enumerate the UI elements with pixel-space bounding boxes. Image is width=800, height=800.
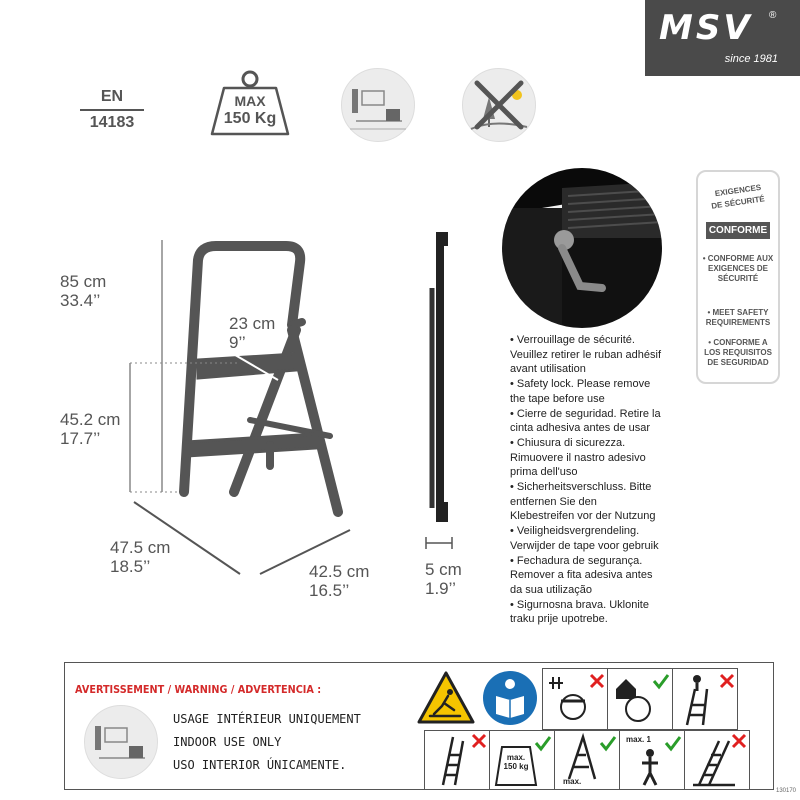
safety-lock-line: avant utilisation bbox=[510, 363, 586, 376]
safety-lock-line: prima dell'uso bbox=[510, 466, 578, 479]
conformity-stamp bbox=[708, 182, 768, 246]
safety-lock-line: • Verrouillage de sécurité. bbox=[510, 334, 635, 346]
no-outdoor-use-icon bbox=[462, 68, 536, 142]
width-cm: 42.5 cm bbox=[309, 562, 370, 581]
registered-mark: ® bbox=[769, 10, 777, 21]
step-depth-dimension bbox=[229, 314, 275, 352]
max-weight-text: max. 150 kg bbox=[503, 753, 529, 771]
safety-lock-line: • Chiusura di sicurezza. bbox=[510, 436, 626, 449]
usage-fr: USAGE INTÉRIEUR UNIQUEMENT bbox=[173, 712, 361, 726]
depth-in: 18.5’’ bbox=[110, 557, 151, 576]
indoor-room-icon bbox=[341, 68, 415, 142]
max-weight-value: 150 Kg bbox=[223, 110, 277, 127]
width-dimension bbox=[309, 562, 369, 600]
conformity-en: • MEET SAFETY REQUIREMENTS bbox=[705, 308, 771, 327]
conformity-fr: • CONFORME AUX EXIGENCES DE SÉCURITÉ bbox=[702, 254, 774, 283]
lock-hinge-icon bbox=[502, 168, 662, 328]
conformity-badge bbox=[696, 170, 780, 384]
max-weight-icon bbox=[489, 730, 555, 790]
step-depth-cm: 23 cm bbox=[229, 314, 276, 333]
folded-dimension bbox=[425, 560, 462, 598]
folded-in: 1.9’’ bbox=[425, 579, 456, 598]
stamp-conforme: CONFORME bbox=[706, 222, 770, 239]
product-code: 130170 bbox=[776, 788, 797, 794]
weight-icon bbox=[208, 68, 292, 138]
stepladder-max-text: max. bbox=[563, 777, 582, 786]
safety-lock-line: traku prije upotrebe. bbox=[510, 613, 608, 626]
stamp-line-1: EXIGENCES bbox=[714, 182, 762, 199]
en-standard-badge bbox=[72, 88, 152, 132]
one-person-text: max. 1 bbox=[626, 735, 651, 744]
safety-lock-line: Veuillez retirer le ruban adhésif bbox=[510, 348, 662, 361]
depth-dimension bbox=[110, 538, 170, 576]
no-climb-top-icon bbox=[672, 668, 738, 730]
folded-width-marker bbox=[424, 536, 454, 550]
height-in: 33.4’’ bbox=[60, 291, 101, 310]
no-electrical-icon bbox=[542, 668, 608, 730]
warning-hazard-icon bbox=[416, 670, 476, 726]
en-label: EN bbox=[100, 88, 124, 105]
step-height-dimension bbox=[60, 410, 120, 448]
safety-lock-line: • Veiligheidsvergrendeling. bbox=[510, 525, 640, 538]
safety-lock-text bbox=[510, 333, 700, 627]
en-divider bbox=[80, 109, 144, 111]
safety-lock-line: cinta adhesiva antes de usar bbox=[510, 422, 651, 435]
folded-cm: 5 cm bbox=[425, 560, 462, 579]
max-label: MAX bbox=[234, 93, 266, 109]
brand-name: MSV bbox=[659, 8, 753, 48]
safety-lock-line: Rimuovere il nastro adesivo bbox=[510, 451, 646, 464]
step-height-in: 17.7’’ bbox=[60, 429, 101, 448]
safety-lock-line: Verwijder de tape voor gebruik bbox=[510, 539, 659, 552]
usage-en: INDOOR USE ONLY bbox=[173, 735, 282, 749]
usage-es: USO INTERIOR ÚNICAMENTE. bbox=[173, 758, 347, 772]
height-dimension bbox=[60, 272, 106, 310]
stamp-line-2: DE SÉCURITÉ bbox=[710, 194, 766, 211]
safety-lock-line: • Sicherheitsverschluss. Bitte bbox=[510, 481, 652, 494]
folded-ladder-drawing bbox=[418, 228, 458, 528]
height-cm: 85 cm bbox=[60, 272, 107, 291]
warning-title: AVERTISSEMENT / WARNING / ADVERTENCIA : bbox=[75, 683, 322, 696]
one-person-icon bbox=[619, 730, 685, 790]
en-number: 14183 bbox=[89, 114, 135, 131]
safety-lock-line: Klebestreifen vor der Nutzung bbox=[510, 510, 656, 523]
since-text: since 1981 bbox=[724, 53, 778, 65]
no-single-ladder-icon bbox=[424, 730, 490, 790]
width-in: 16.5’’ bbox=[309, 581, 350, 600]
step-height-cm: 45.2 cm bbox=[60, 410, 121, 429]
indoor-allowed-icon bbox=[607, 668, 673, 730]
msv-logo bbox=[645, 0, 800, 76]
depth-cm: 47.5 cm bbox=[110, 538, 171, 557]
stepladder-max-icon bbox=[554, 730, 620, 790]
safety-lock-line: • Fechadura de segurança. bbox=[510, 554, 643, 567]
safety-lock-line: • Safety lock. Please remove bbox=[510, 378, 651, 391]
safety-lock-line: entfernen Sie den bbox=[510, 495, 597, 508]
read-manual-icon bbox=[482, 670, 538, 726]
safety-lock-line: da sua utilização bbox=[510, 583, 592, 596]
no-lean-icon bbox=[684, 730, 750, 790]
safety-lock-line: • Sigurnosna brava. Uklonite bbox=[510, 598, 649, 611]
safety-lock-line: the tape before use bbox=[510, 392, 605, 405]
conformity-es: • CONFORME A LOS REQUISITOS DE SEGURIDAD bbox=[704, 338, 772, 367]
indoor-use-icon bbox=[84, 705, 158, 779]
safety-lock-line: • Cierre de seguridad. Retire la bbox=[510, 407, 661, 420]
safety-lock-line: Remover a fita adesiva antes bbox=[510, 569, 653, 582]
step-depth-in: 9’’ bbox=[229, 333, 246, 352]
